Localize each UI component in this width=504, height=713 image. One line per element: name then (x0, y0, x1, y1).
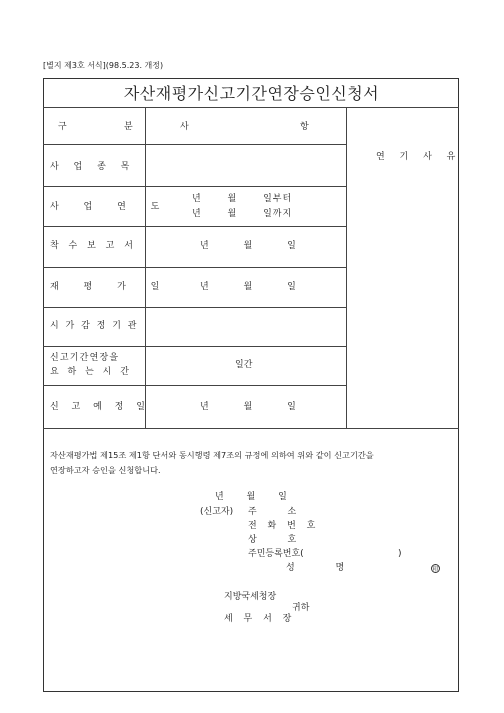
label-extension-l2: 요 하 는 시 간 (50, 367, 132, 377)
label-planned-date: 신 고 예 정 일 (50, 402, 150, 412)
statement-line-1: 자산재평가법 제15조 제1항 단서와 동시행령 제7조의 규정에 의하여 위와 같이 신고기간을 (50, 450, 374, 460)
col1-header-a: 구 (58, 122, 73, 132)
seal-icon: 印 (432, 566, 439, 573)
col-divider-2 (346, 107, 347, 428)
address-label: 주 소 (248, 507, 297, 517)
form-title: 자산재평가신고기간연장승인신청서 (123, 83, 380, 103)
title-divider (43, 107, 459, 108)
applicant-label: (신고자) (200, 507, 234, 517)
col1-header-b: 분 (124, 122, 133, 132)
form-reference: [별지 제3호 서식](98.5.23. 개정) (43, 61, 164, 70)
side-header: 연 기 사 유 (376, 152, 462, 162)
phone-label: 전 화 번 호 (248, 521, 320, 531)
value-year-to[interactable]: 년 월 일까지 (192, 209, 293, 219)
row-line-2 (43, 186, 347, 187)
row-line-3 (43, 226, 347, 227)
label-appraiser: 시 가 감 정 기 관 (50, 321, 139, 331)
label-start-report: 착 수 보 고 서 (50, 241, 137, 251)
value-planned-date[interactable]: 년 월 일 (200, 402, 296, 412)
label-business-type: 사 업 종 목 (50, 162, 136, 172)
resident-no-close: ) (398, 549, 402, 559)
row-line-7 (43, 385, 347, 386)
label-extension-l1: 신고기간연장을 (50, 353, 120, 363)
value-extension-days[interactable]: 일간 (235, 360, 253, 370)
resident-no-label: 주민등록번호( (248, 549, 304, 559)
value-start-report-date[interactable]: 년 월 일 (200, 241, 296, 251)
statement-line-2: 연장하고자 승인을 신청합니다. (50, 465, 161, 475)
recipient-tax-office: 세 무 서 장 (224, 614, 296, 624)
col2-header-a: 사 (180, 122, 189, 132)
recipient-regional: 지방국세청장 (224, 592, 277, 602)
col2-header-b: 항 (300, 122, 309, 132)
label-revaluation-date: 재 평 가 일 (50, 282, 171, 292)
value-revaluation-date[interactable]: 년 월 일 (200, 282, 296, 292)
row-line-5 (43, 307, 347, 308)
trade-name-label: 상 호 (248, 535, 297, 545)
col-divider-1 (145, 107, 146, 428)
value-year-from[interactable]: 년 월 일부터 (192, 194, 293, 204)
name-label: 성 명 (286, 563, 345, 573)
row-line-1 (43, 144, 347, 145)
application-date[interactable]: 년 월 일 (215, 492, 287, 502)
recipient-honorific: 귀하 (292, 603, 310, 613)
row-line-6 (43, 346, 347, 347)
table-bottom-line (43, 428, 459, 429)
row-line-4 (43, 267, 347, 268)
label-business-year: 사 업 연 도 (50, 202, 171, 212)
